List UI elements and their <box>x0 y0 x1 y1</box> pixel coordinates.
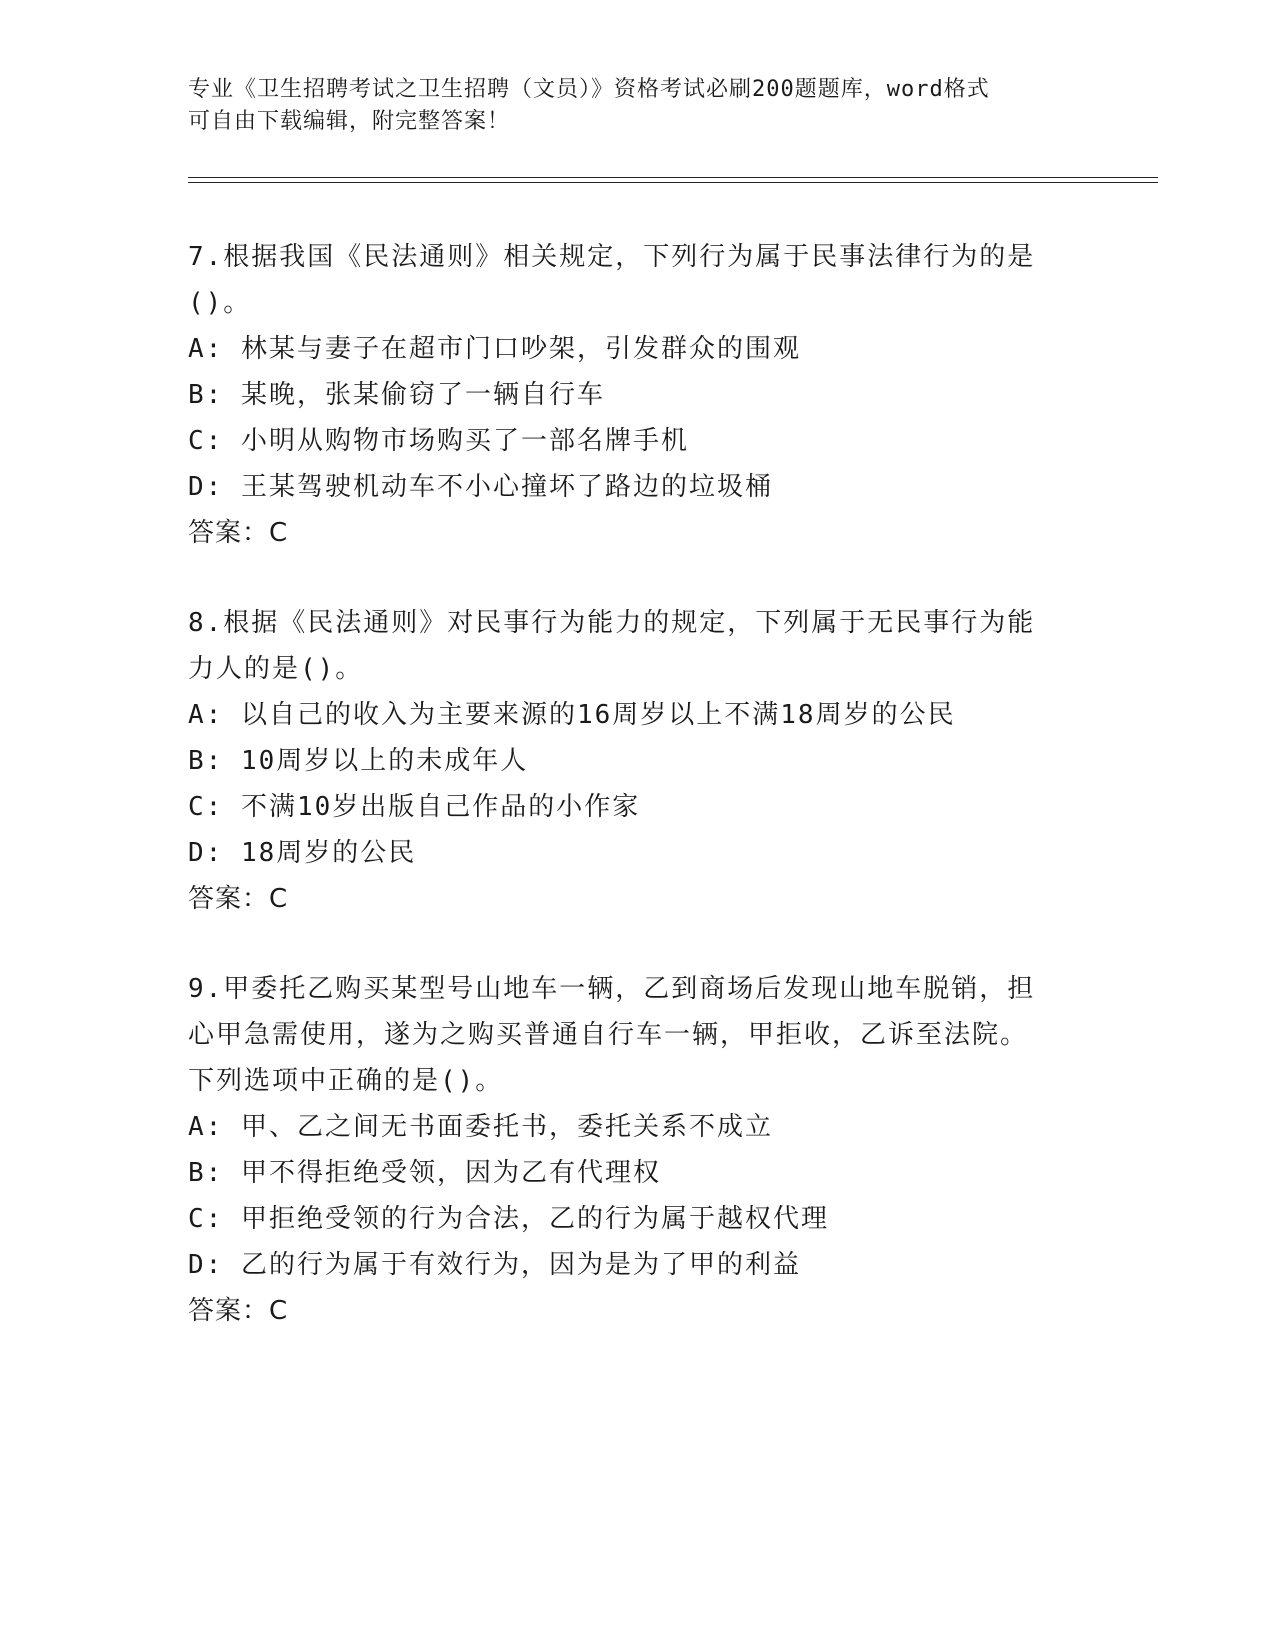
question-text-line: 下列选项中正确的是()。 <box>188 1066 504 1096</box>
option-d: D: 18周岁的公民 <box>188 838 417 868</box>
question-9 <box>188 966 1068 1334</box>
question-8 <box>188 600 1068 922</box>
question-text-line: 力人的是()。 <box>188 654 364 684</box>
document-header <box>188 74 1068 138</box>
answer-line: 答案：C <box>188 1296 289 1326</box>
question-text-line: ()。 <box>188 288 252 318</box>
header-line-1: 专业《卫生招聘考试之卫生招聘（文员）》资格考试必刷200题题库，word格式 <box>188 77 990 102</box>
option-c: C: 小明从购物市场购买了一部名牌手机 <box>188 426 689 456</box>
option-a: A: 甲、乙之间无书面委托书，委托关系不成立 <box>188 1112 773 1142</box>
answer-line: 答案：C <box>188 518 289 548</box>
answer-line: 答案：C <box>188 884 289 914</box>
option-b: B: 甲不得拒绝受领，因为乙有代理权 <box>188 1158 661 1188</box>
header-divider-top <box>188 177 1158 178</box>
option-a: A: 以自己的收入为主要来源的16周岁以上不满18周岁的公民 <box>188 700 956 730</box>
question-7 <box>188 234 1068 556</box>
option-a: A: 林某与妻子在超市门口吵架，引发群众的围观 <box>188 334 801 364</box>
option-d: D: 乙的行为属于有效行为，因为是为了甲的利益 <box>188 1250 801 1280</box>
option-d: D: 王某驾驶机动车不小心撞坏了路边的垃圾桶 <box>188 472 773 502</box>
question-text-line: 7.根据我国《民法通则》相关规定，下列行为属于民事法律行为的是 <box>188 242 1036 272</box>
option-b: B: 10周岁以上的未成年人 <box>188 746 529 776</box>
option-c: C: 不满10岁出版自己作品的小作家 <box>188 792 641 822</box>
header-line-2: 可自由下载编辑，附完整答案！ <box>188 109 511 134</box>
option-c: C: 甲拒绝受领的行为合法，乙的行为属于越权代理 <box>188 1204 829 1234</box>
question-text-line: 心甲急需使用，遂为之购买普通自行车一辆，甲拒收，乙诉至法院。 <box>188 1020 1029 1050</box>
question-text-line: 9.甲委托乙购买某型号山地车一辆，乙到商场后发现山地车脱销，担 <box>188 974 1036 1004</box>
option-b: B: 某晚，张某偷窃了一辆自行车 <box>188 380 605 410</box>
question-text-line: 8.根据《民法通则》对民事行为能力的规定，下列属于无民事行为能 <box>188 608 1036 638</box>
header-divider-bottom <box>188 182 1158 183</box>
